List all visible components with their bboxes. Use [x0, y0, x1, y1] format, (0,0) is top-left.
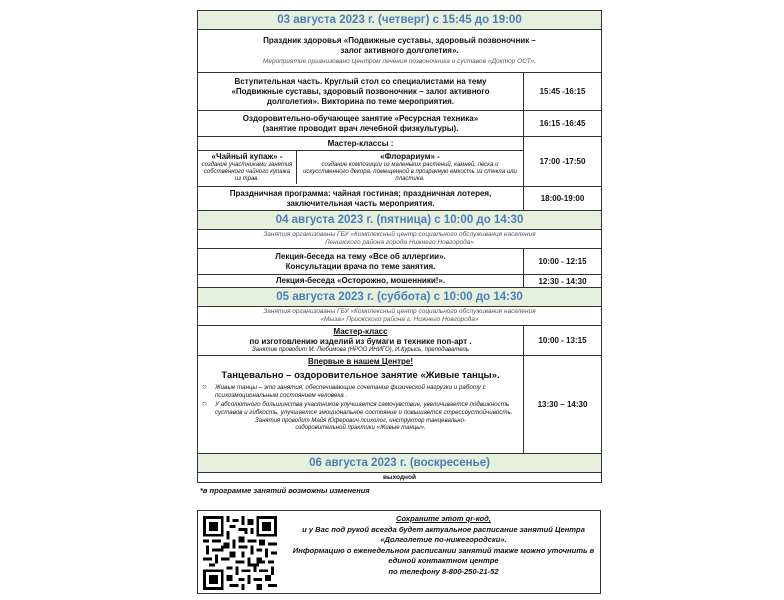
footnote: *в программе занятий возможны изменения	[200, 486, 370, 495]
day1-row-text: Вступительная часть. Круглый стол со специалистами на тему «Подвижные суставы, здоровый позвоночник – залог активного долголетия». Викторина по теме мероприятия.	[198, 73, 524, 111]
day1-final-text: Праздничная программа: чайная гостиная; праздничная лотерея, заключительная часть мероприятия.	[198, 187, 524, 211]
schedule-sheet	[197, 10, 601, 495]
qr-line-4: по телефону 8-800-250-21-52	[388, 566, 499, 576]
mc1-desc: создание участниками занятия собственного чайного купажа из трав.	[201, 162, 293, 182]
day1-header: 03 августа 2023 г. (четверг) с 15:45 до 19:00	[198, 11, 602, 30]
day1-event-title: Праздник здоровья «Подвижные суставы, здоровый позвоночник – залог активного долголетия».	[263, 36, 536, 55]
dance-bullet: ○ У абсолютного большинства участников улучшается самочувствие, увеличивается подвижность суставов и гибкость, улучшается эмоциональное состояние и повышается стрессоустойчивость.	[201, 401, 520, 416]
qr-block	[197, 510, 601, 594]
day3-header: 05 августа 2023 г. (суббота) с 10:00 до 14:30	[198, 288, 602, 307]
qr-line-1: Сохраните этот qr-код,	[396, 514, 491, 523]
day2-row-text: Лекция-беседа «Осторожно, мошенники!».	[198, 275, 524, 288]
day4-note: выходной	[198, 473, 602, 483]
day1-row-text: Оздоровительно-обучающее занятие «Ресурсная техника» (занятие проводит врач лечебной физкультуры).	[198, 111, 524, 137]
dance-teacher: Занятия проводит Майя Юферович психолог, инструктор танцевально-оздоровительной практики «Живые танцы».	[255, 418, 466, 432]
mc1-title: «Чайный купаж» -	[211, 152, 283, 161]
day1-organizer: Мероприятие организовано Центром лечения позвоночника и суставов «Доктор ОСТ».	[262, 58, 537, 65]
first-time-label: Впервые в нашем Центре!	[307, 357, 414, 366]
day1-master-title: Мастер-классы :	[327, 139, 394, 148]
day3-mc-title: Мастер-класс	[333, 327, 388, 336]
dance-bullet: ○ Живые танцы – это занятия, обеспечивающие сочетание физической нагрузки и работу с психоэмоциональным состоянием человека .	[201, 384, 520, 399]
day2-header: 04 августа 2023 г. (пятница) с 10:00 до 14:30	[198, 211, 602, 230]
day3-organizer: Занятия организованы ГБУ «Комплексный центр социального обслуживания населения «Мыза» Приокского района г. Нижнего Новгорода»	[198, 307, 602, 326]
mc2-desc: создание композиции из маленьких растений, камней, песка и искусственного декора, помещенной в прозрачную емкость из стекла или пластика.	[303, 162, 517, 182]
qr-code-icon[interactable]	[203, 516, 277, 590]
day2-row-time: 10:00 - 12:15	[524, 249, 602, 275]
day3-mc-time: 10:00 - 13:15	[524, 326, 602, 356]
day2-row-time: 12:30 - 14:30	[524, 275, 602, 288]
qr-text	[291, 514, 596, 577]
schedule-table	[197, 10, 602, 483]
day3-mc-text: по изготовлению изделий из бумаги в технике поп-арт .	[249, 337, 472, 346]
dance-title: Танцевально – оздоровительное занятие «Живые танцы».	[221, 370, 500, 381]
day1-row-time: 16:15 -16:45	[524, 111, 602, 137]
day3-mc-teacher: Занятие проводит М. Любимова (НРОО ИНИГО), И.Курысь, преподаватель	[252, 347, 469, 353]
day1-row-time: 15:45 -16:15	[524, 73, 602, 111]
day2-row-text: Лекция-беседа на тему «Все об аллергии». Консультации врача по теме занятия.	[198, 249, 524, 275]
mc2-title: «Флорариум» -	[380, 152, 440, 161]
qr-line-3: Информацию о еженедельном расписании занятий также можно уточнить в единой контактном центре	[292, 545, 595, 565]
day2-organizer: Занятия организованы ГБУ «Комплексный центр социального обслуживания населения Ленинского района города Нижнего Новгорода»	[198, 230, 602, 249]
mc-time: 17:00 -17:50	[524, 137, 602, 187]
dance-time: 13:30 – 14:30	[524, 356, 602, 454]
qr-line-2: и у Вас под рукой всегда будет актуальное расписание занятий Центра «Долголетие по-нижегородски».	[302, 524, 585, 544]
day4-header: 06 августа 2023 г. (воскресенье)	[198, 454, 602, 473]
day1-final-time: 18:00-19:00	[524, 187, 602, 211]
dance-bullets	[201, 384, 520, 416]
